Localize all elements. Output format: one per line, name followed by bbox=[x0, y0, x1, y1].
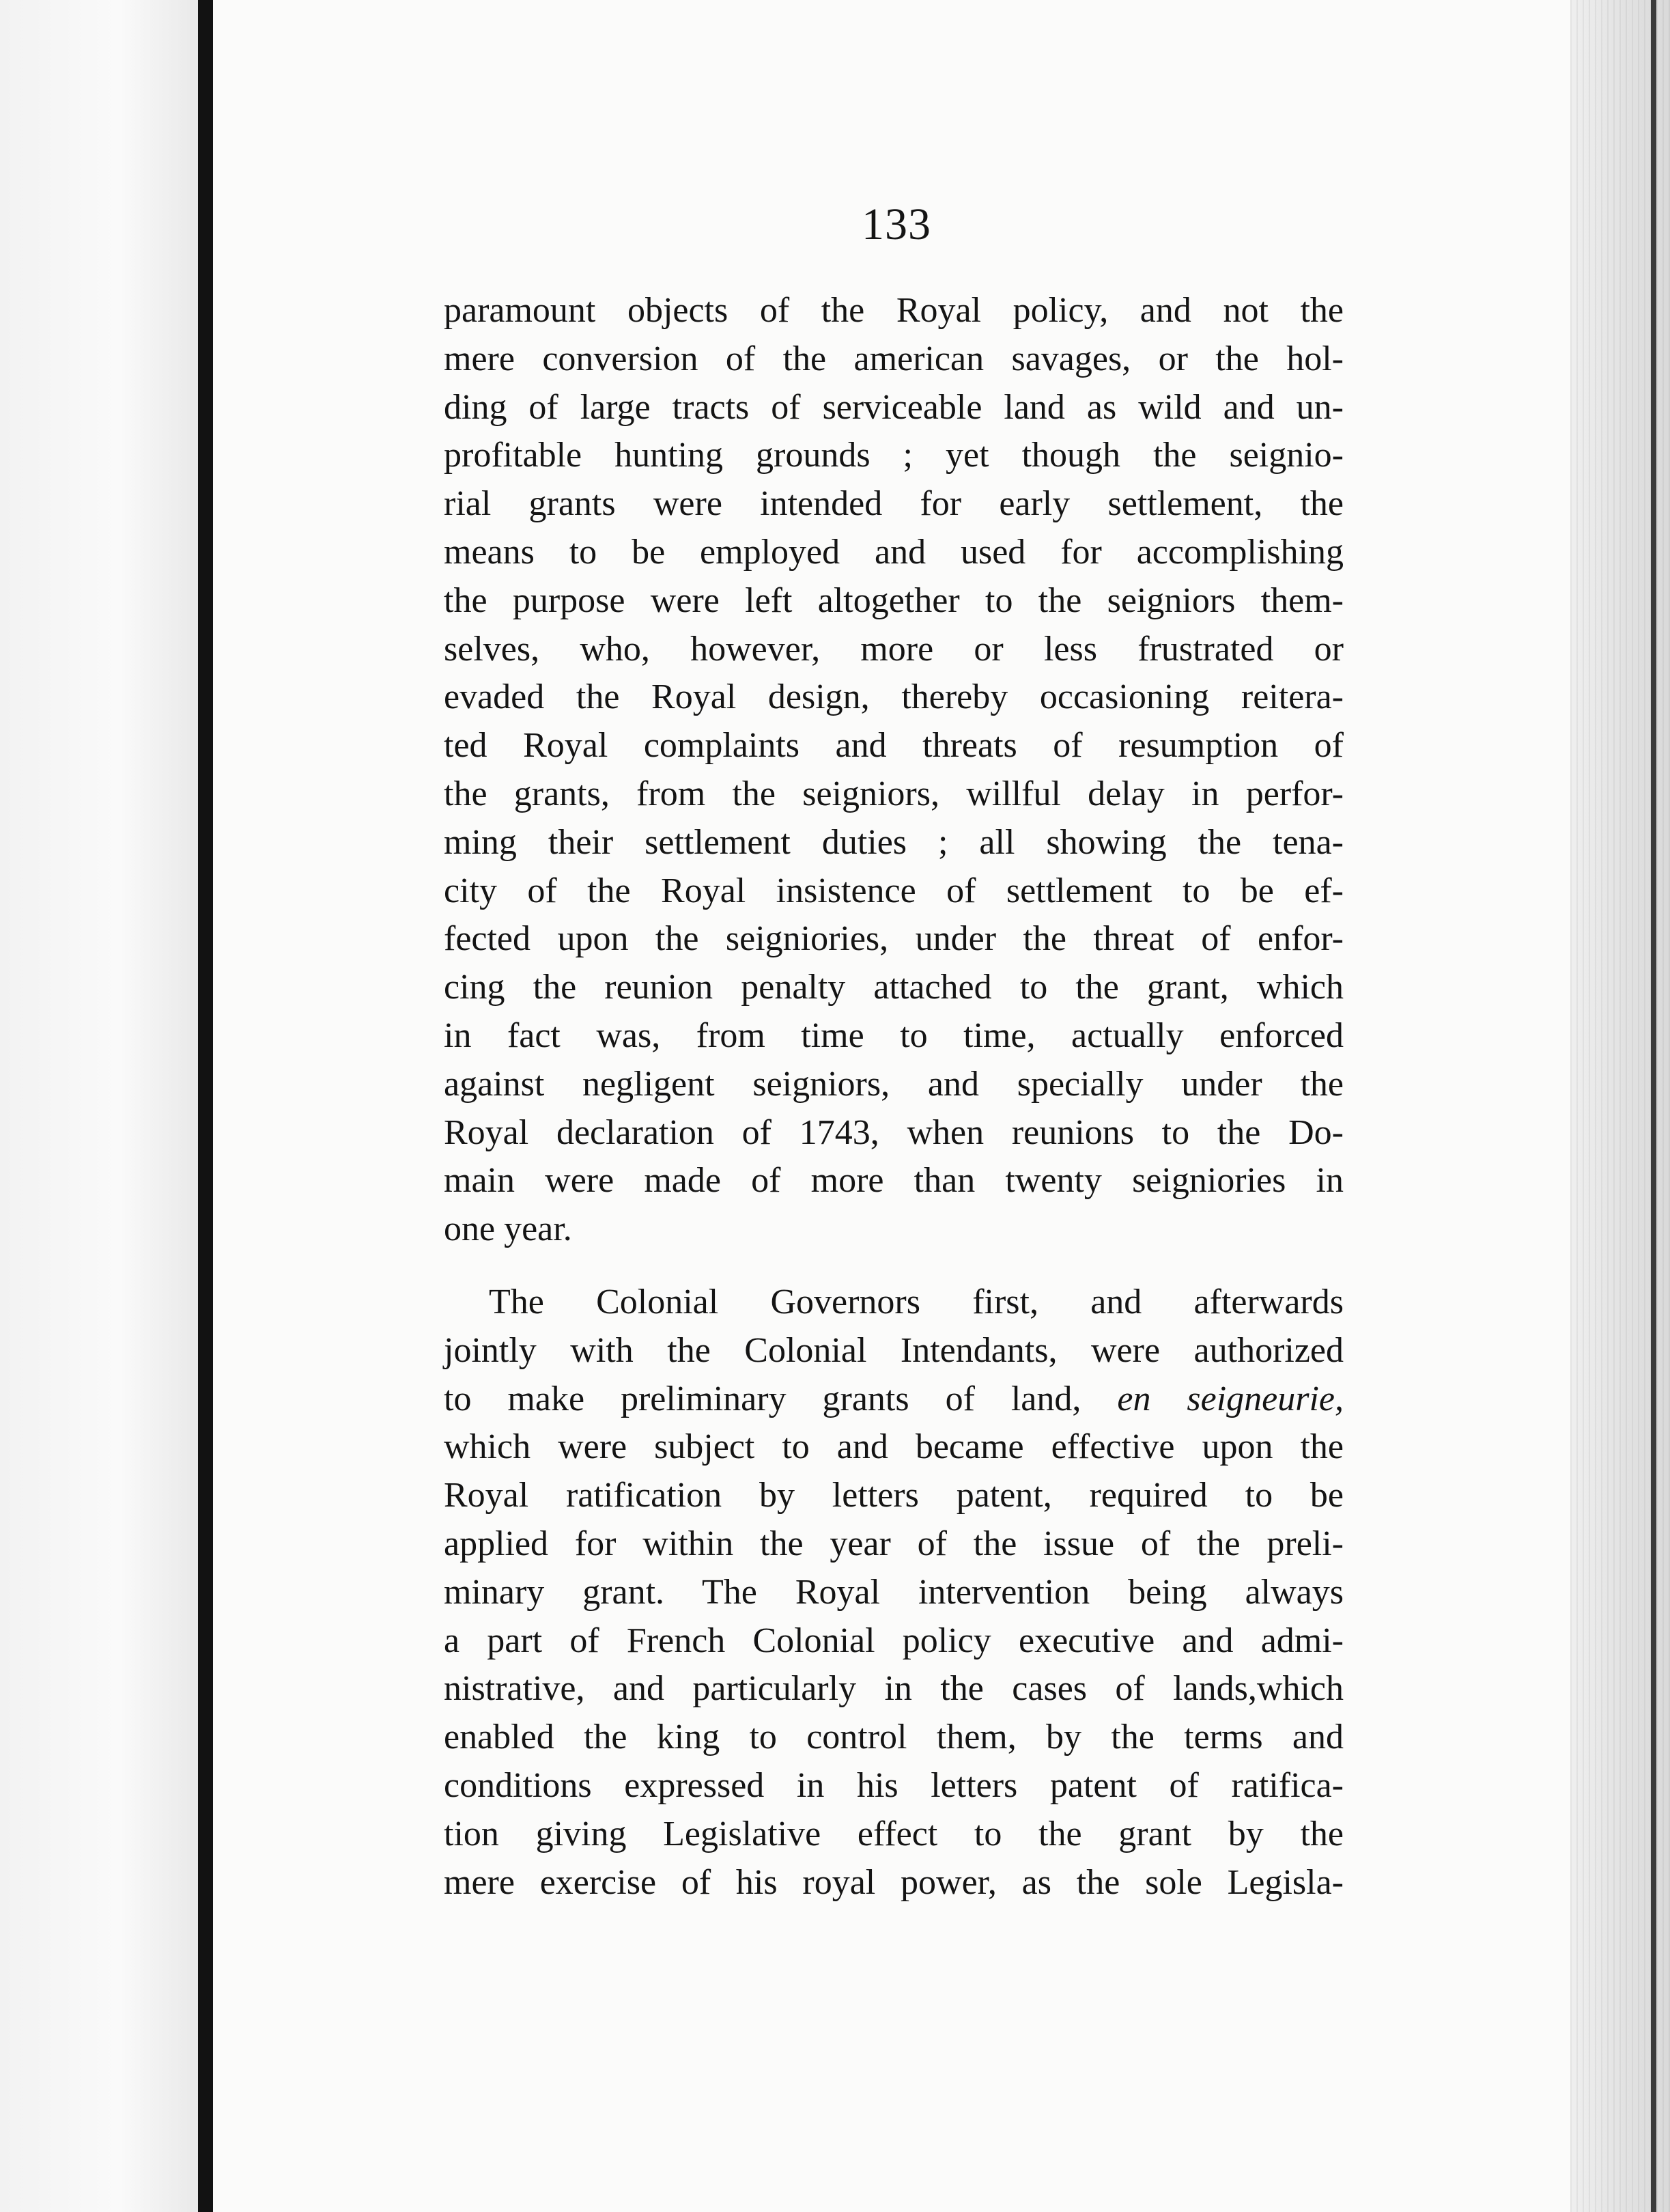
text-line: tion giving Legislative effect to the grant by the bbox=[444, 1814, 1344, 1853]
text-line: evaded the Royal design, thereby occasioning reitera- bbox=[444, 677, 1344, 717]
text-line: means to be employed and used for accomplishing bbox=[444, 532, 1344, 572]
left-page-margin bbox=[0, 0, 198, 2212]
page-number: 133 bbox=[862, 199, 931, 249]
text-line: nistrative, and particularly in the cases of lands,which bbox=[444, 1669, 1344, 1709]
text-line: selves, who, however, more or less frustrated or bbox=[444, 629, 1344, 669]
text-line: in fact was, from time to time, actually enforced bbox=[444, 1016, 1344, 1055]
text-line: The Colonial Governors first, and afterwards bbox=[489, 1282, 1344, 1321]
text-line: one year. bbox=[444, 1209, 572, 1249]
text-line: ding of large tracts of serviceable land as wild and un- bbox=[444, 387, 1344, 427]
text-segment: to make preliminary grants of land, bbox=[444, 1379, 1081, 1418]
text-line: paramount objects of the Royal policy, and not the bbox=[444, 291, 1344, 330]
text-line: city of the Royal insistence of settlement to be ef- bbox=[444, 871, 1344, 910]
text-line: applied for within the year of the issue of the preli- bbox=[444, 1524, 1344, 1563]
text-line: enabled the king to control them, by the terms and bbox=[444, 1718, 1344, 1757]
right-edge-rule bbox=[1651, 0, 1656, 2212]
text-line bbox=[444, 1375, 1344, 1424]
body-text bbox=[444, 287, 1344, 1907]
text-line: minary grant. The Royal intervention being always bbox=[444, 1572, 1344, 1612]
text-line: ted Royal complaints and threats of resumption of bbox=[444, 726, 1344, 766]
text-line: profitable hunting grounds ; yet though the seignio- bbox=[444, 436, 1344, 475]
text-line: ming their settlement duties ; all showing the tena- bbox=[444, 822, 1344, 862]
text-line: Royal ratification by letters patent, required to be bbox=[444, 1476, 1344, 1515]
text-line: rial grants were intended for early settlement, the bbox=[444, 484, 1344, 524]
text-line: the purpose were left altogether to the seigniors them- bbox=[444, 580, 1344, 620]
text-line: Royal declaration of 1743, when reunions to the Do- bbox=[444, 1112, 1344, 1152]
text-line: fected upon the seigniories, under the threat of enfor- bbox=[444, 919, 1344, 959]
text-line: mere exercise of his royal power, as the sole Legisla- bbox=[444, 1862, 1344, 1902]
italic-term: en seigneurie, bbox=[1117, 1379, 1344, 1418]
text-line: against negligent seigniors, and specially under the bbox=[444, 1064, 1344, 1104]
text-line: cing the reunion penalty attached to the grant, which bbox=[444, 968, 1344, 1007]
text-line: the grants, from the seigniors, willful delay in perfor- bbox=[444, 774, 1344, 813]
paragraph-gap bbox=[444, 1254, 1344, 1278]
paragraph-2 bbox=[444, 1278, 1344, 1907]
paragraph-1 bbox=[444, 287, 1344, 1254]
text-line: which were subject to and became effective upon the bbox=[444, 1427, 1344, 1467]
binding-shadow bbox=[198, 0, 213, 2212]
text-line: mere conversion of the american savages, or the hol- bbox=[444, 339, 1344, 378]
text-line: conditions expressed in his letters patent of ratifica- bbox=[444, 1765, 1344, 1805]
text-line: a part of French Colonial policy executive and admi- bbox=[444, 1621, 1344, 1660]
text-line: main were made of more than twenty seigniories in bbox=[444, 1161, 1344, 1201]
text-line: jointly with the Colonial Intendants, were authorized bbox=[444, 1330, 1344, 1370]
